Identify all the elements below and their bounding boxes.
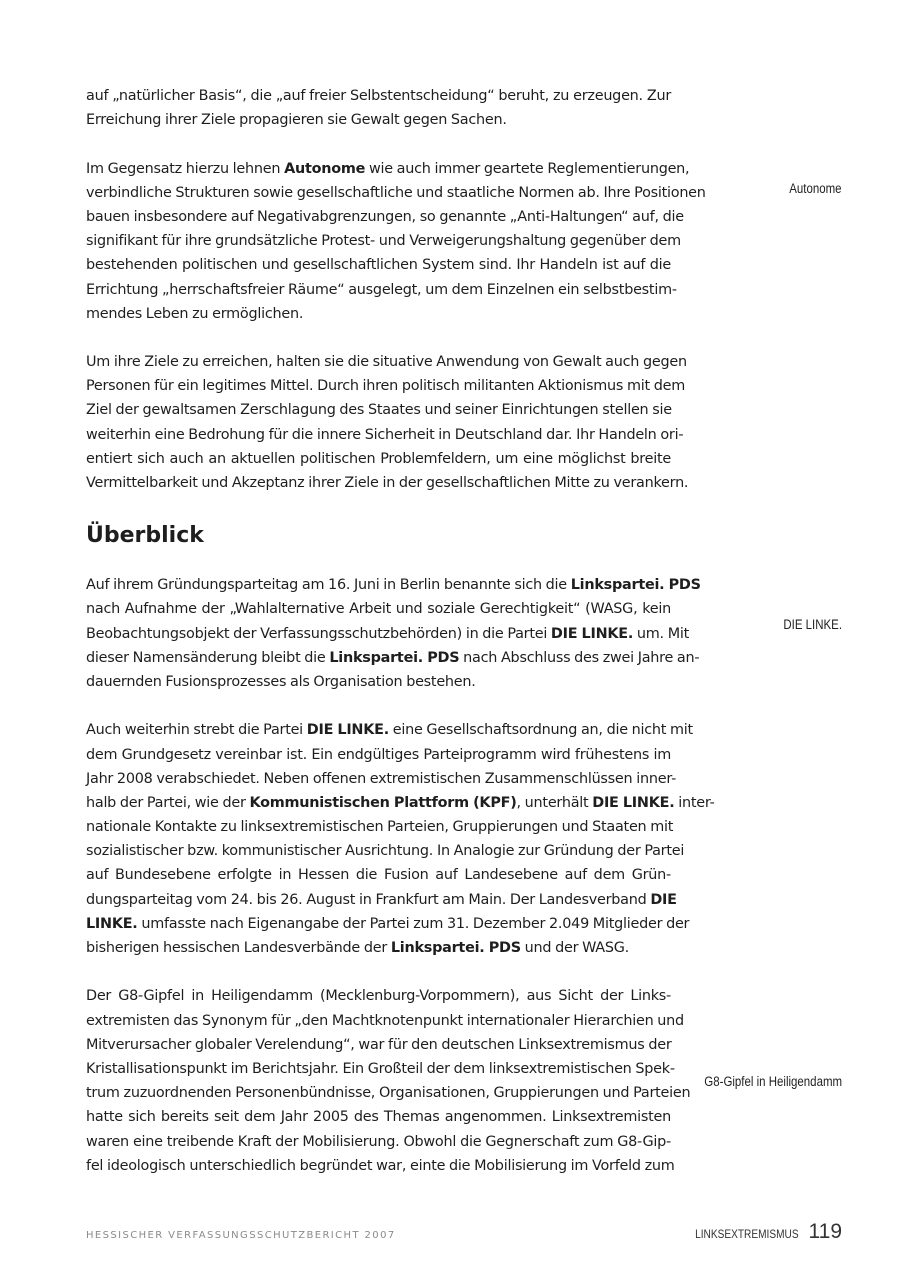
text-span: nach Abschluss des zwei Jahre an- [459, 649, 700, 666]
text-span: entiert sich auch an aktuellen politischen Problemfeldern, um eine möglichst breite [86, 450, 671, 467]
text-span: Um ihre Ziele zu erreichen, halten sie die situative Anwendung von Gewalt auch gegen [86, 354, 687, 371]
paragraph [86, 984, 691, 1178]
paragraph [86, 573, 701, 694]
text-span: bisherigen hessischen Landesverbände der [86, 940, 391, 956]
text-span: fel ideologisch unterschiedlich begründet war, einte die Mobilisierung im Vorfeld zum [86, 1157, 675, 1174]
bold-term: Linkspartei. PDS [390, 940, 521, 956]
text-line [86, 984, 671, 1008]
bold-term: LINKE. [86, 915, 138, 932]
paragraphs-bottom [86, 573, 715, 1178]
text-line [86, 863, 671, 887]
text-line [86, 302, 671, 326]
text-span: Kristallisationspunkt im Berichtsjahr. Ein Großteil der dem linksextremistischen Spek- [86, 1060, 675, 1077]
text-line [86, 398, 671, 422]
text-span: umfasste nach Eigenangabe der Partei zum 31. Dezember 2.049 Mitglieder der [137, 915, 690, 932]
text-span: sozialistischer bzw. kommunistischer Ausrichtung. In Analogie zur Gründung der Partei [86, 843, 685, 860]
text-line [86, 205, 684, 229]
text-span: signifikant für ihre grundsätzliche Protest- und Verweigerungshaltung gegenüber dem [86, 233, 681, 250]
text-span: hatte sich bereits seit dem Jahr 2005 des Themas angenommen. Linksextremisten [86, 1109, 671, 1126]
text-span: dieser Namensänderung bleibt die [86, 649, 330, 666]
text-line [86, 791, 715, 815]
paragraph [86, 718, 715, 960]
paragraph [86, 84, 671, 132]
text-line [86, 936, 671, 960]
text-line [86, 573, 701, 597]
footer-right [681, 1220, 842, 1244]
text-span: bauen insbesondere auf Negativabgrenzungen, so genannte „Anti-Haltungen“ auf, die [86, 208, 684, 225]
text-span: Beobachtungsobjekt der Verfassungsschutzbehörden) in die Partei [86, 625, 551, 642]
text-span: bestehenden politischen und gesellschaftlichen System sind. Ihr Handeln ist auf die [86, 257, 671, 274]
text-line [86, 1081, 691, 1105]
page-number: 119 [808, 1220, 842, 1243]
text-span: Mitverursacher globaler Verelendung“, war für den deutschen Linksextremismus der [86, 1036, 672, 1053]
margin-note-autonome: Autonome [789, 181, 842, 196]
footer-publication: HESSISCHER VERFASSUNGSSCHUTZBERICHT 2007 [86, 1230, 396, 1241]
text-line [86, 374, 685, 398]
text-line [86, 743, 671, 767]
text-span: inter- [674, 794, 715, 811]
text-line [86, 646, 700, 670]
text-line [86, 622, 690, 646]
text-span: Personen für ein legitimes Mittel. Durch ihren politisch militanten Aktionismus mit dem [86, 378, 685, 395]
text-span: verbindliche Strukturen sowie gesellschaftliche und staatliche Normen ab. Ihre Positionen [86, 184, 706, 201]
bold-term: Linkspartei. PDS [329, 649, 460, 666]
bold-term: Linkspartei. PDS [570, 577, 701, 594]
text-line [86, 157, 690, 181]
text-line [86, 229, 681, 253]
paragraphs-top [86, 84, 706, 495]
text-line [86, 1009, 684, 1033]
bold-term: DIE LINKE. [550, 625, 634, 642]
section-heading: Überblick [86, 523, 204, 549]
text-line [86, 912, 690, 936]
text-span: nach Aufnahme der „Wahlalternative Arbeit und soziale Gerechtigkeit“ (WASG, kein [86, 601, 671, 618]
text-span: Im Gegensatz hierzu lehnen [86, 160, 285, 177]
bold-term: DIE LINKE. [306, 722, 389, 739]
text-span: extremisten das Synonym für „den Machtknotenpunkt internationaler Hierarchien und [86, 1012, 684, 1029]
text-span: nationale Kontakte zu linksextremistischen Parteien, Gruppierungen und Staaten mit [86, 819, 674, 836]
text-line [86, 888, 677, 912]
text-span: Errichtung „herrschaftsfreier Räume“ ausgelegt, um dem Einzelnen ein selbstbestim- [86, 281, 677, 298]
text-line [86, 278, 677, 302]
text-line [86, 350, 687, 374]
text-span: auf „natürlicher Basis“, die „auf freier Selbstentscheidung“ beruht, zu erzeugen. Zur [86, 88, 671, 104]
bold-term: Kommunistischen Plattform (KPF) [249, 794, 517, 811]
text-span: Jahr 2008 verabschiedet. Neben offenen extremistischen Zusammenschlüssen inner- [86, 770, 677, 787]
text-line [86, 471, 689, 495]
text-span: um. Mit [633, 625, 690, 642]
text-span: Der G8-Gipfel in Heiligendamm (Mecklenburg-Vorpommern), aus Sicht der Links- [86, 988, 671, 1005]
text-line [86, 1154, 675, 1178]
text-line [86, 767, 677, 791]
paragraph [86, 350, 689, 495]
text-span: Erreichung ihrer Ziele propagieren sie Gewalt gegen Sachen. [86, 112, 507, 129]
text-line [86, 1057, 675, 1081]
bold-term: Autonome [284, 160, 366, 177]
text-span: Ziel der gewaltsamen Zerschlagung des Staates und seiner Einrichtungen stellen sie [86, 402, 672, 419]
text-line [86, 597, 671, 621]
text-line [86, 670, 671, 694]
margin-note-g8-gipfel: G8-Gipfel in Heiligendamm [704, 1074, 842, 1089]
bold-term: DIE LINKE. [592, 794, 675, 811]
text-span: eine Gesellschaftsordnung an, die nicht mit [388, 722, 693, 739]
text-span: Auch weiterhin strebt die Partei [86, 722, 307, 739]
text-line [86, 253, 671, 277]
text-line [86, 718, 693, 742]
text-line [86, 815, 674, 839]
paragraph [86, 157, 706, 326]
footer-section: LINKSEXTREMISMUS [695, 1229, 799, 1241]
text-span: wie auch immer geartete Reglementierungen, [365, 160, 690, 177]
text-span: und der WASG. [520, 940, 629, 956]
text-line [86, 447, 671, 471]
text-span: Auf ihrem Gründungsparteitag am 16. Juni in Berlin benannte sich die [86, 577, 571, 594]
text-line [86, 108, 671, 132]
text-span: weiterhin eine Bedrohung für die innere Sicherheit in Deutschland dar. Ihr Handeln ori- [86, 426, 684, 443]
text-line [86, 1033, 671, 1057]
text-span: waren eine treibende Kraft der Mobilisierung. Obwohl die Gegnerschaft zum G8-Gip- [86, 1133, 671, 1150]
text-span: trum zuzuordnenden Personenbündnisse, Organisationen, Gruppierungen und Parteien [86, 1085, 691, 1102]
text-span: mendes Leben zu ermöglichen. [86, 305, 304, 322]
text-span: auf Bundesebene erfolgte in Hessen die Fusion auf Landesebene auf dem Grün- [86, 867, 671, 884]
text-span: , unterhält [516, 794, 593, 811]
text-line [86, 84, 671, 108]
text-span: dungsparteitag vom 24. bis 26. August in Frankfurt am Main. Der Landesverband [86, 891, 651, 908]
margin-note-die-linke: DIE LINKE. [783, 617, 842, 632]
bold-term: DIE [650, 891, 677, 908]
text-line [86, 1130, 671, 1154]
text-span: Vermittelbarkeit und Akzeptanz ihrer Ziele in der gesellschaftlichen Mitte zu verankern. [86, 475, 689, 491]
text-span: dauernden Fusionsprozesses als Organisation bestehen. [86, 673, 476, 690]
text-line [86, 181, 706, 205]
text-line [86, 839, 685, 863]
text-span: dem Grundgesetz vereinbar ist. Ein endgültiges Parteiprogramm wird frühestens im [86, 746, 671, 763]
text-span: halb der Partei, wie der [86, 794, 250, 811]
body-text [86, 84, 715, 1202]
text-line [86, 1105, 671, 1129]
text-line [86, 423, 684, 447]
